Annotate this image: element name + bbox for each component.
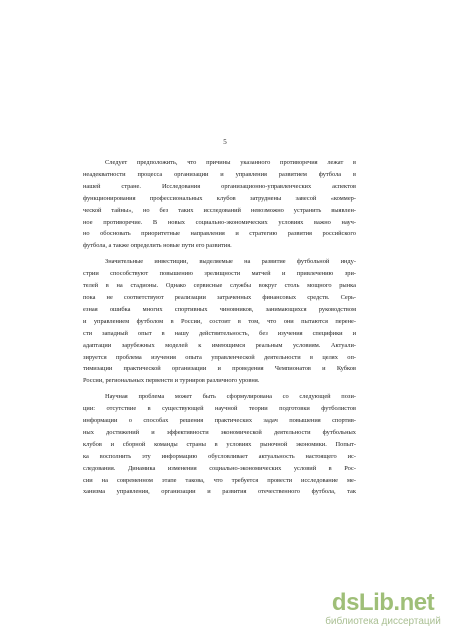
text-line: адаптации зарубежных моделей к имеющимся реальным условиям. Актуали- — [83, 341, 356, 349]
text-line: следования. Динамика изменения социально-экономических условий в Рос- — [83, 464, 356, 472]
watermark-logo: dsLib.net — [331, 589, 435, 616]
text-line: тимизации практической организации и проведения Чемпионатов и Кубков — [83, 365, 356, 373]
text-line: и управлением футболом в России, состоит в том, что они пытаются перене- — [83, 317, 356, 325]
text-line: ных достижений и эффективности экономической деятельности футбольных — [83, 428, 356, 436]
text-line: Значительные инвестиции, выделяемые на развитие футбольной инду- — [105, 258, 356, 266]
paragraph — [83, 157, 356, 252]
text-line: информации о способах решения практических задач повышения спортив- — [83, 417, 356, 425]
watermark — [318, 590, 448, 634]
text-line: футбола, а также определить новые пути его развития. — [83, 242, 232, 250]
text-line: неадекватности процесса организации и управления развитием футбола в — [83, 170, 356, 178]
text-line: Следует предположить, что причины указанного противоречия лежат в — [105, 159, 356, 166]
text-line: телей в на стадионы. Однако сервисные службы вокруг столь мощного рынка — [83, 282, 356, 290]
text-line: ции: отсутствие в существующей научной теории подготовки футболистов — [83, 405, 356, 413]
watermark-subtitle: библиотека диссертаций — [325, 616, 441, 627]
text-line: сти западный опыт в нашу действительность, без изучения специфики и — [83, 329, 356, 337]
text-line: Научная проблема может быть сформулирована со следующей пози- — [105, 393, 356, 401]
page-number: 5 — [223, 138, 227, 146]
text-line: зируется проблема изучения опыта управленческой деятельности в целях оп- — [83, 353, 356, 361]
paragraph — [83, 256, 356, 387]
text-line: России, региональных первенств и турниров различного уровня. — [83, 377, 260, 385]
text-line: стрии способствуют повышению зрелищности матчей и привлечению зри- — [83, 270, 356, 278]
text-line: нашей стране. Исследования организационно-управленческих аспектов — [83, 182, 356, 190]
text-line: ное противоречие. В новых социально-экономических условиях важно науч- — [83, 218, 356, 226]
text-line: клубов и сборной команды страны в условиях рыночной экономики. Попыт- — [83, 440, 356, 448]
text-line: сии на современном этапе такова, что требуется провести исследование ме- — [83, 476, 356, 484]
text-line: пока не соответствуют реализации затраченных финансовых средств. Серь- — [83, 293, 356, 301]
document-body — [83, 157, 356, 498]
text-line: езная ошибка многих спортивных чиновников, занимающихся руководством — [83, 305, 356, 313]
text-line: но обосновать приоритетные направления и стратегию развития российского — [83, 230, 356, 238]
paragraph — [83, 391, 356, 498]
text-line: ка восполнить эту информацию обусловливает актуальность настоящего ис- — [83, 452, 356, 460]
text-line: функционирования профессиональных клубов затруднены завесой «коммер- — [83, 194, 356, 202]
text-line: ческой тайны», но без таких исследований невозможно устранить выявлен- — [83, 206, 356, 214]
text-line: ханизма управления, организации и развития отечественного футбола, так — [83, 488, 356, 496]
